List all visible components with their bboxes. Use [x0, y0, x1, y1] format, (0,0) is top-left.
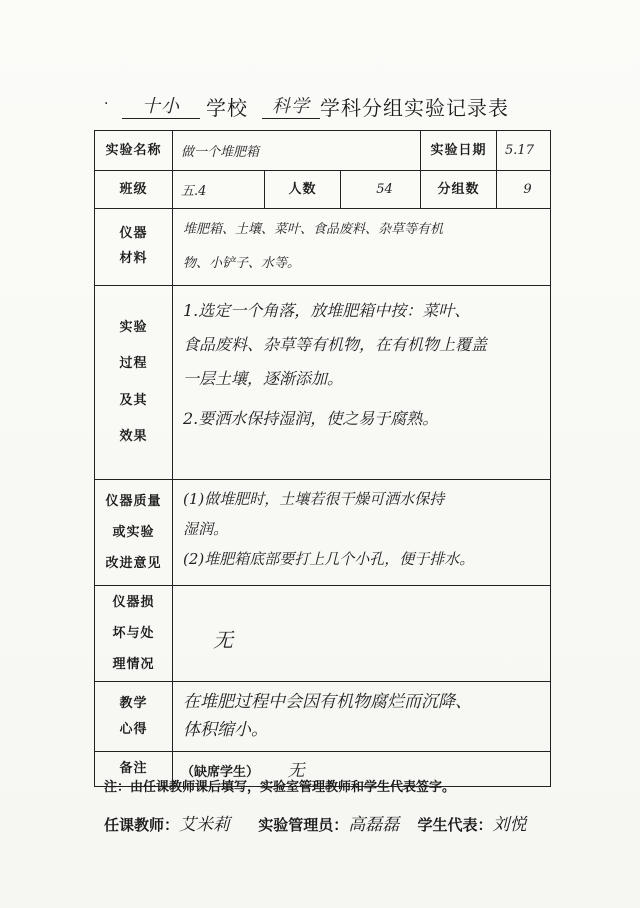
materials-line1: 堆肥箱、土壤、菜叶、食品废料、杂草等有机 [183, 222, 444, 237]
value-materials [173, 209, 551, 286]
row-reflection [95, 682, 551, 752]
label-damage-line1: 仪器损 [112, 594, 155, 610]
row-process [95, 286, 551, 480]
value-experiment-date: 5.17 [497, 131, 551, 171]
process-line3: 一层土壤，逐渐添加。 [183, 369, 344, 388]
school-name: 十小 [122, 92, 200, 119]
label-reflection-line2: 心得 [119, 721, 148, 737]
label-process [95, 286, 173, 480]
record-table [94, 130, 551, 787]
form-title [104, 92, 570, 122]
label-people-count: 人数 [265, 171, 341, 209]
label-materials [95, 209, 173, 286]
quality-line2: 湿润。 [183, 520, 229, 538]
label-damage-line2: 坏与处 [112, 625, 155, 641]
label-process-line2: 过程 [119, 356, 148, 372]
row-damage [95, 586, 551, 682]
signature-row [104, 810, 564, 835]
label-materials-line2: 材料 [119, 251, 148, 266]
label-quality-line3: 改进意见 [105, 556, 162, 572]
student-rep-signature: 刘悦 [492, 815, 527, 835]
label-experiment-date: 实验日期 [421, 131, 497, 171]
materials-line2: 物、小铲子、水等。 [183, 256, 301, 271]
lab-manager-label: 实验管理员： [258, 816, 349, 834]
reflection-line1: 在堆肥过程中会因有机物腐烂而沉降、 [183, 692, 472, 712]
subject-name: 科学 [262, 92, 320, 119]
label-damage-line3: 理情况 [112, 657, 155, 673]
footer-note: 注：由任课教师课后填写，实验室管理教师和学生代表签字。 [104, 780, 456, 795]
label-process-line4: 效果 [119, 428, 148, 444]
value-process [173, 286, 551, 480]
title-rest: 学科分组实验记录表 [320, 96, 509, 120]
process-line4: 2.要洒水保持湿润，使之易于腐熟。 [183, 409, 439, 428]
value-damage: 无 [173, 586, 551, 682]
value-class: 五.4 [173, 171, 265, 209]
label-reflection-line1: 教学 [119, 695, 148, 711]
row-name-date [95, 131, 551, 171]
row-quality [95, 480, 551, 586]
remarks-absent-label: （缺席学生） [181, 765, 260, 781]
reflection-line2: 体积缩小。 [183, 720, 268, 740]
process-line1: 1.选定一个角落，放堆肥箱中按：菜叶、 [183, 301, 471, 320]
school-suffix: 学校 [206, 96, 248, 120]
lab-manager-signature: 高磊磊 [348, 815, 400, 835]
teacher-signature: 艾米莉 [179, 815, 231, 835]
label-process-line3: 及其 [119, 392, 148, 408]
value-quality [173, 480, 551, 586]
label-experiment-name: 实验名称 [95, 131, 173, 171]
label-group-count: 分组数 [421, 171, 497, 209]
quality-line1: (1)做堆肥时，土壤若很干燥可洒水保持 [183, 490, 445, 508]
value-group-count: 9 [497, 171, 551, 209]
value-experiment-name: 做一个堆肥箱 [173, 131, 421, 171]
row-class-count [95, 171, 551, 209]
quality-line3: (2)堆肥箱底部要打上几个小孔，便于排水。 [183, 550, 475, 568]
label-quality-line2: 或实验 [112, 524, 155, 540]
label-reflection [95, 682, 173, 752]
label-remarks: 备注 [95, 752, 173, 787]
label-damage [95, 586, 173, 682]
process-line2: 食品废料、杂草等有机物，在有机物上覆盖 [183, 335, 488, 354]
teacher-label: 任课教师： [104, 816, 180, 834]
title-dot: · [104, 96, 110, 112]
label-materials-line1: 仪器 [119, 226, 148, 242]
student-rep-label: 学生代表： [417, 816, 493, 834]
label-quality-line1: 仪器质量 [105, 493, 162, 509]
label-class: 班级 [95, 171, 173, 209]
row-materials [95, 209, 551, 286]
value-people-count: 54 [341, 171, 421, 209]
remarks-absent-value: 无 [287, 761, 305, 782]
value-reflection [173, 682, 551, 752]
label-quality [95, 480, 173, 586]
label-process-line1: 实验 [119, 319, 148, 335]
